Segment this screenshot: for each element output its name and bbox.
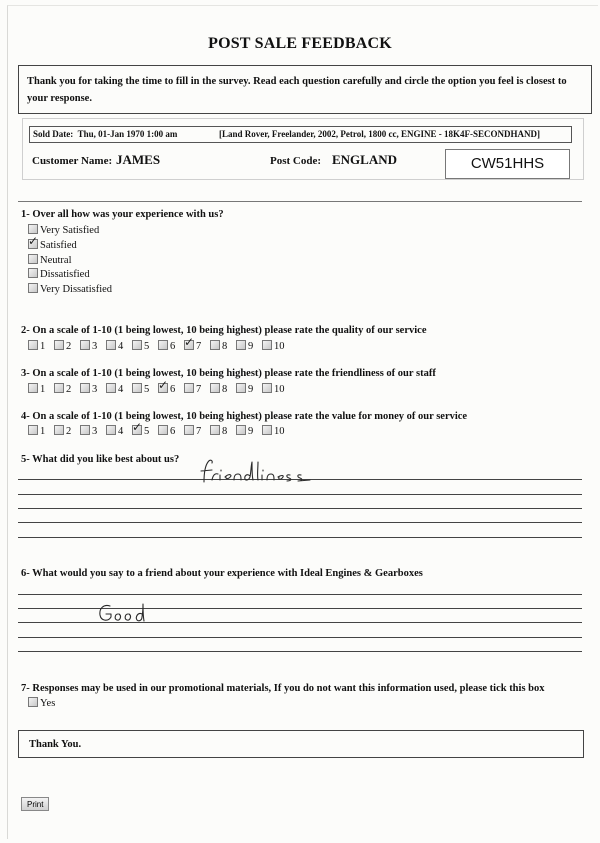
scale-label: 3 <box>92 341 98 352</box>
scale-option[interactable] <box>210 383 236 397</box>
answer-line <box>18 651 582 652</box>
scale-label: 10 <box>274 384 285 395</box>
checkbox[interactable] <box>28 283 38 293</box>
scale-option[interactable] <box>262 383 285 397</box>
scale-option[interactable] <box>158 340 184 354</box>
checkbox[interactable] <box>28 425 38 435</box>
section-divider <box>18 201 582 202</box>
scale-label: 2 <box>66 426 72 437</box>
sold-date-value: Thu, 01-Jan 1970 1:00 am <box>77 128 178 139</box>
scale-option[interactable] <box>158 383 184 397</box>
q4-scale <box>28 425 285 439</box>
checkbox[interactable] <box>184 425 194 435</box>
scale-option[interactable] <box>54 425 80 439</box>
question-1: 1- Over all how was your experience with us? <box>21 209 224 220</box>
intro-box <box>18 65 592 114</box>
checkbox[interactable] <box>80 340 90 350</box>
checkbox[interactable] <box>158 425 168 435</box>
checkbox[interactable] <box>28 340 38 350</box>
checkbox[interactable] <box>28 239 38 249</box>
checkbox[interactable] <box>184 383 194 393</box>
checkbox[interactable] <box>210 340 220 350</box>
print-button[interactable]: Print <box>21 797 49 811</box>
scale-option[interactable] <box>236 425 262 439</box>
scale-label: 5 <box>144 341 150 352</box>
registration-box: CW51HHS <box>445 149 570 179</box>
scale-option[interactable] <box>132 425 158 439</box>
checkbox[interactable] <box>236 425 246 435</box>
q3-scale <box>28 383 285 397</box>
checkbox[interactable] <box>28 254 38 264</box>
scale-label: 1 <box>40 426 46 437</box>
scale-label: 6 <box>170 426 176 437</box>
q1-option[interactable] <box>28 224 99 238</box>
q1-option[interactable] <box>28 268 90 282</box>
scale-option[interactable] <box>80 383 106 397</box>
checkbox[interactable] <box>54 383 64 393</box>
q2-scale <box>28 340 285 354</box>
scale-option[interactable] <box>236 383 262 397</box>
post-code-value: ENGLAND <box>332 152 398 167</box>
answer-line <box>18 637 582 638</box>
option-label: Very Satisfied <box>40 225 100 236</box>
scale-label: 7 <box>196 341 202 352</box>
sold-date-line <box>33 129 177 139</box>
vehicle-details: [Land Rover, Freelander, 2002, Petrol, 1800 cc, ENGINE - 18K4F-SECONDHAND] <box>219 128 540 139</box>
question-3: 3- On a scale of 1-10 (1 being lowest, 10 being highest) please rate the friendliness of our staff <box>21 368 436 379</box>
question-6: 6- What would you say to a friend about your experience with Ideal Engines & Gearboxes <box>21 568 423 579</box>
checkbox[interactable] <box>54 340 64 350</box>
scale-label: 3 <box>92 426 98 437</box>
scale-option[interactable] <box>106 425 132 439</box>
scale-label: 10 <box>274 341 285 352</box>
scale-label: 5 <box>144 426 150 437</box>
scale-label: 1 <box>40 341 46 352</box>
checkbox[interactable] <box>210 425 220 435</box>
checkbox[interactable] <box>80 425 90 435</box>
intro-text: Thank you for taking the time to fill in the survey. Read each question carefully and circle the option you feel is closest to your response. <box>27 76 567 104</box>
question-2: 2- On a scale of 1-10 (1 being lowest, 10 being highest) please rate the quality of our service <box>21 325 427 336</box>
checkbox[interactable] <box>158 383 168 393</box>
option-label: Satisfied <box>40 239 77 251</box>
scale-option[interactable] <box>106 340 132 354</box>
scale-label: 4 <box>118 426 124 437</box>
scale-option[interactable] <box>184 340 210 354</box>
checkbox[interactable] <box>158 340 168 350</box>
checkbox[interactable] <box>184 340 194 350</box>
scale-label: 8 <box>222 384 228 395</box>
scale-label: 8 <box>222 426 228 437</box>
checkbox[interactable] <box>262 383 272 393</box>
scale-option[interactable] <box>184 425 210 439</box>
checkbox[interactable] <box>262 340 272 350</box>
scale-label: 2 <box>66 341 72 352</box>
scale-label: 7 <box>196 426 202 437</box>
answer-line <box>18 522 582 523</box>
scale-option[interactable] <box>28 383 54 397</box>
scale-label: 3 <box>92 384 98 395</box>
checkbox[interactable] <box>210 383 220 393</box>
scale-label: 8 <box>222 341 228 352</box>
scale-option[interactable] <box>28 340 54 354</box>
scale-option[interactable] <box>184 383 210 397</box>
sold-row <box>29 126 572 143</box>
scale-label: 9 <box>248 426 254 437</box>
post-code-label: Post Code: <box>270 155 322 167</box>
scale-option[interactable] <box>54 383 80 397</box>
q5-handwritten-answer <box>198 458 323 486</box>
customer-name-value: JAMES <box>116 152 161 167</box>
option-label: Dissatisfied <box>40 269 90 281</box>
thank-you-box <box>18 730 584 758</box>
q6-handwritten-answer <box>96 602 156 626</box>
scale-option[interactable] <box>158 425 184 439</box>
question-7: 7- Responses may be used in our promotional materials, If you do not want this information used, please tick this box <box>21 683 545 694</box>
checkbox[interactable] <box>236 340 246 350</box>
scale-option[interactable] <box>262 340 285 354</box>
scale-label: 9 <box>248 341 254 352</box>
scale-option[interactable] <box>106 383 132 397</box>
checkbox[interactable] <box>106 340 116 350</box>
form-title: POST SALE FEEDBACK <box>208 35 392 52</box>
scale-label: 7 <box>196 384 202 395</box>
scale-option[interactable] <box>210 340 236 354</box>
checkbox[interactable] <box>132 425 142 435</box>
scale-option[interactable] <box>236 340 262 354</box>
scale-label: 1 <box>40 384 46 395</box>
scale-option[interactable] <box>54 340 80 354</box>
checkbox[interactable] <box>262 425 272 435</box>
scale-label: 9 <box>248 384 254 395</box>
scale-option[interactable] <box>28 425 54 439</box>
answer-line <box>18 594 582 595</box>
scale-label: 6 <box>170 384 176 395</box>
scale-label: 5 <box>144 384 150 395</box>
checkbox[interactable] <box>54 425 64 435</box>
q1-option[interactable] <box>28 283 112 297</box>
checkbox[interactable] <box>236 383 246 393</box>
checkbox[interactable] <box>28 268 38 278</box>
scale-option[interactable] <box>132 340 158 354</box>
checkbox[interactable] <box>80 383 90 393</box>
checkbox[interactable] <box>106 383 116 393</box>
scale-label: 6 <box>170 341 176 352</box>
customer-name-label: Customer Name: <box>32 155 113 167</box>
q1-option[interactable] <box>28 254 72 268</box>
scale-label: 2 <box>66 384 72 395</box>
answer-line <box>18 537 582 538</box>
scale-option[interactable] <box>132 383 158 397</box>
option-label: Yes <box>40 698 56 709</box>
checkbox[interactable] <box>28 383 38 393</box>
question-4: 4- On a scale of 1-10 (1 being lowest, 10 being highest) please rate the value for money of our service <box>21 411 468 422</box>
scale-option[interactable] <box>262 425 285 439</box>
checkbox[interactable] <box>28 224 38 234</box>
scale-option[interactable] <box>80 340 106 354</box>
option-label: Very Dissatisfied <box>40 284 113 296</box>
option-label: Neutral <box>40 254 72 266</box>
answer-line <box>18 494 582 495</box>
sold-date-label: Sold Date: <box>33 128 74 139</box>
sale-info-box <box>22 118 584 180</box>
scale-label: 4 <box>118 341 124 352</box>
checkbox[interactable] <box>106 425 116 435</box>
q1-option[interactable] <box>28 239 77 253</box>
scale-label: 4 <box>118 384 124 395</box>
scale-option[interactable] <box>80 425 106 439</box>
q7-option-yes[interactable] <box>28 697 55 711</box>
checkbox[interactable] <box>28 697 38 707</box>
checkbox[interactable] <box>132 340 142 350</box>
scale-option[interactable] <box>210 425 236 439</box>
scale-label: 10 <box>274 426 285 437</box>
thank-you-text: Thank You. <box>29 739 82 750</box>
answer-line <box>18 508 582 509</box>
question-5: 5- What did you like best about us? <box>21 454 180 465</box>
checkbox[interactable] <box>132 383 142 393</box>
